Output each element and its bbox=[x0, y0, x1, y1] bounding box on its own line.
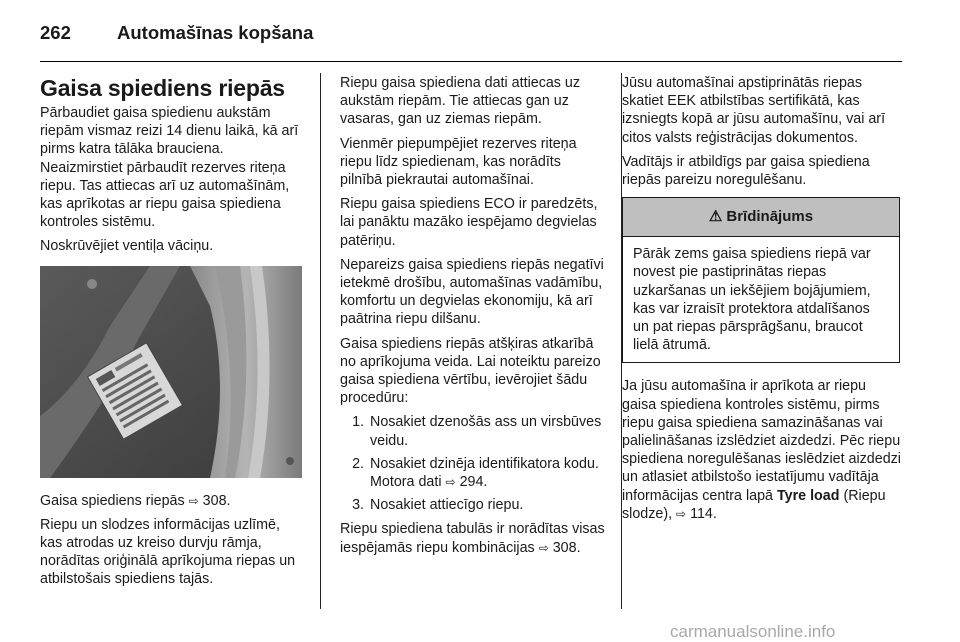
paragraph: Riepu un slodzes informācijas uzlīmē, kas atrodas uz kreiso durvju rāmja, norādītas oriģinālā aprīkojuma riepas un atbilstošais spiediens tajās. bbox=[40, 516, 296, 588]
list-item: 2. Nosakiet dzinēja identifikatora kodu. Motora dati ⇨ 294. bbox=[352, 455, 599, 491]
door-frame-illustration bbox=[40, 266, 302, 478]
paragraph: Nepareizs gaisa spiediens riepās negatīvi ietekmē drošību, automašīnas vadāmību, komfortu un degvielas ekonomiju, kā arī paātrina riepu dilšanu. bbox=[340, 256, 604, 328]
paragraph: Pārbaudiet gaisa spiedienu aukstām riepām vismaz reizi 14 dienu laikā, kā arī pirms katra tālāka brauciena. Neaizmirstiet pārbaudīt rezerves riteņa riepu. Tas attiecas arī uz automašīnām, kas aprīkotas ar riepu gaisa spiediena kontroles sistēmu. bbox=[40, 105, 299, 231]
warning-icon: ⚠ bbox=[708, 208, 723, 226]
page-reference-link[interactable]: 308. bbox=[202, 492, 231, 509]
paragraph: Riepu gaisa spiediens ECO ir paredzēts, lai panāktu mazāko iespējamo degvielas patēriņu. bbox=[340, 196, 598, 249]
cross-reference: Gaisa spiediens riepās ⇨ 308. bbox=[40, 492, 231, 509]
page-reference-link[interactable]: 114. bbox=[690, 505, 717, 522]
column-divider-1 bbox=[320, 73, 321, 609]
ref-arrow-icon: ⇨ bbox=[445, 475, 456, 490]
list-item: 3. Nosakiet attiecīgo riepu. bbox=[352, 497, 524, 514]
watermark: carmanualsonline.info bbox=[670, 622, 836, 641]
ref-arrow-icon: ⇨ bbox=[676, 506, 687, 521]
paragraph: Noskrūvējiet ventiļa vāciņu. bbox=[40, 238, 214, 255]
chapter-title: Automašīnas kopšana bbox=[117, 22, 314, 43]
header-rule bbox=[40, 61, 902, 62]
warning-title: Brīdinājums bbox=[726, 208, 814, 226]
paragraph: Jūsu automašīnai apstiprinātās riepas skatiet EEK atbilstības sertifikātā, kas izsniegts kopā ar jūsu automašīnu, vai arī citos valsts reģistrācijas dokumentos. bbox=[622, 75, 886, 146]
paragraph: Riepu spiediena tabulās ir norādītas visas iespējamās riepu kombinācijas ⇨ 308. bbox=[340, 521, 605, 556]
section-title: Gaisa spiediens riepās bbox=[40, 75, 285, 101]
paragraph: Vadītājs ir atbildīgs par gaisa spiediena riepās pareizu noregulēšanu. bbox=[622, 153, 870, 189]
list-item: 1. Nosakiet dzenošās ass un virsbūves veidu. bbox=[352, 414, 602, 449]
warning-header bbox=[623, 198, 899, 237]
column-1 bbox=[40, 74, 306, 595]
page-reference-link[interactable]: 294. bbox=[459, 474, 488, 491]
paragraph: Riepu gaisa spiediena dati attiecas uz aukstām riepām. Tie attiecas gan uz vasaras, gan uz ziemas riepām. bbox=[340, 75, 581, 128]
paragraph: Gaisa spiediens riepās atšķiras atkarībā no aprīkojuma veida. Lai noteiktu pareizo gaisa spiediena vērtību, ievērojiet šādu procedūru: bbox=[340, 335, 601, 407]
warning-box bbox=[622, 197, 900, 363]
page-header bbox=[40, 14, 902, 54]
paragraph: Vienmēr piepumpējiet rezerves riteņa riepu līdz spiedienam, kas norādīts pilnībā piekrautai automašīnai. bbox=[340, 135, 577, 189]
page-number: 262 bbox=[40, 22, 71, 43]
column-3 bbox=[622, 74, 902, 529]
ref-arrow-icon: ⇨ bbox=[188, 493, 199, 508]
menu-item-name: Tyre load bbox=[776, 487, 840, 504]
paragraph: Ja jūsu automašīna ir aprīkota ar riepu gaisa spiediena kontroles sistēmu, pirms riepu gaisa spiediena samazināšanas vai palielināšanas izslēdziet aizdedzi. Pēc riepu spiediena noregulēšanas ieslēdziet aizdedzi un atlasiet atbilstošo iestatījumu vadītāja informācijas centra lapā Tyre load (Riepu slodze), ⇨ 114. bbox=[622, 378, 901, 522]
ref-arrow-icon: ⇨ bbox=[538, 540, 549, 555]
column-2 bbox=[340, 74, 606, 563]
page-reference-link[interactable]: 308. bbox=[552, 539, 581, 556]
procedure-steps bbox=[340, 413, 606, 514]
warning-text: Pārāk zems gaisa spiediens riepā var novest pie pastiprinātas riepas uzkaršanas un iekšējiem bojājumiem, kas var izraisīt protektora atdalīšanos un pat riepas pārsprāgšanu, braucot lielā ātrumā. bbox=[633, 246, 871, 354]
tyre-pressure-label-photo bbox=[40, 266, 302, 478]
